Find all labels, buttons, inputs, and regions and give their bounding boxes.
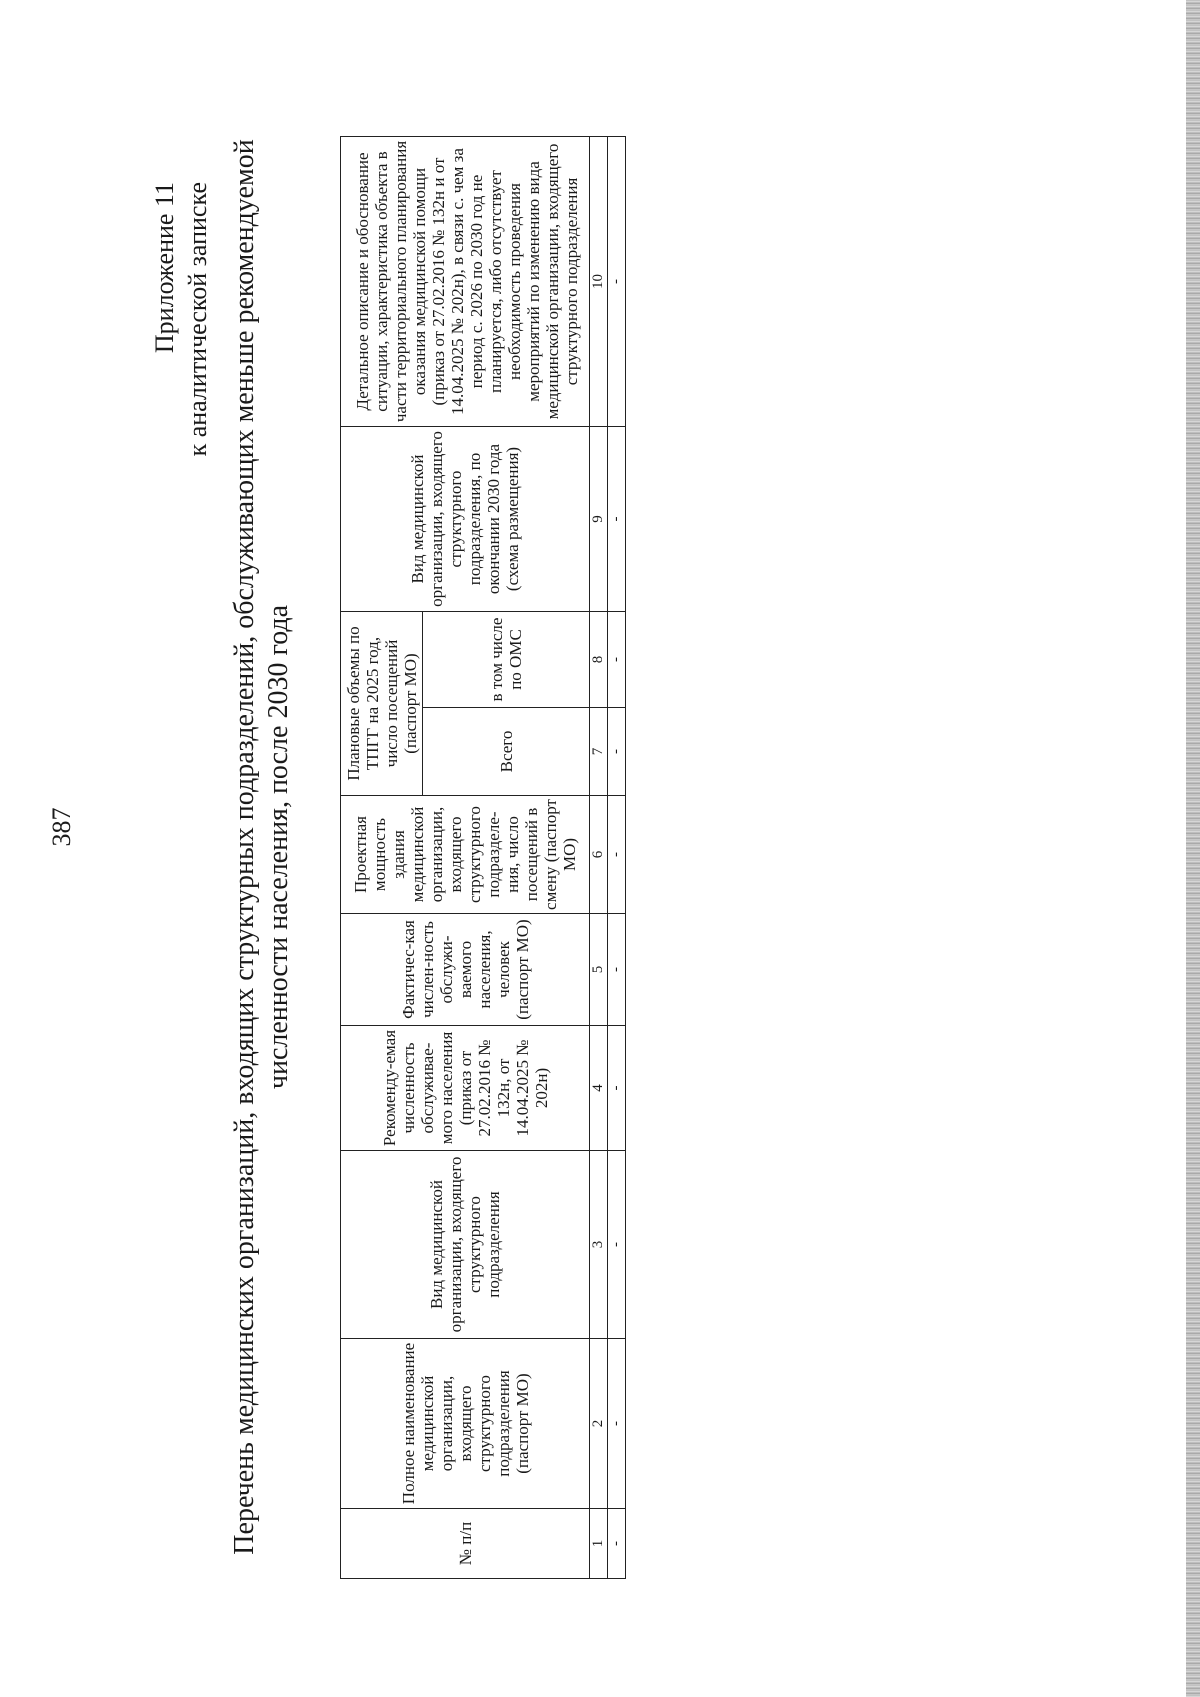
- header-org-type: Вид медицинской организации, входящего структурного подразделения: [341, 1151, 590, 1339]
- header-description: Детальное описание и обоснование ситуации, характеристика объекта в части территориального планирования оказания медицинской помощи (приказ от 27.02.2016 № 132н и от 14.04.2025 № 202н), в связи с. чем за период с. 2026 по 2030 год не планируется, либо отсутствует необходимость проведения мероприятий по изменению вида медицинской организации, входящего структурного подразделения: [341, 137, 590, 427]
- table-row: [608, 137, 626, 1579]
- column-number: 10: [590, 137, 608, 427]
- table-cell: -: [608, 1151, 626, 1339]
- table-cell: -: [608, 1339, 626, 1509]
- header-recommended-population: Рекоменду-емая численность обслуживае-мого населения (приказ от 27.02.2016 № 132н, от 14.04.2025 № 202н): [341, 1026, 590, 1151]
- column-number: 2: [590, 1339, 608, 1509]
- organizations-table: [340, 136, 626, 1579]
- table-cell: -: [608, 1509, 626, 1579]
- column-number: 7: [590, 708, 608, 796]
- column-number: 1: [590, 1509, 608, 1579]
- table-cell: -: [608, 796, 626, 914]
- column-number: 3: [590, 1151, 608, 1339]
- appendix-caption: [148, 182, 214, 456]
- header-total: Всего: [423, 708, 590, 796]
- header-planned-volumes: Плановые объемы по ТПГГ на 2025 год, число посещений (паспорт МО): [341, 612, 423, 796]
- column-number: 8: [590, 612, 608, 708]
- column-number: 6: [590, 796, 608, 914]
- column-number: 9: [590, 427, 608, 612]
- column-number: 5: [590, 914, 608, 1026]
- header-design-capacity: Проектная мощность здания медицинской организации, входящего структурного подразделе-ния, число посещений в смену (паспорт МО): [341, 796, 590, 914]
- title-line-2: численности населения, после 2030 года: [263, 604, 294, 1090]
- table-cell: -: [608, 708, 626, 796]
- table-cell: -: [608, 1026, 626, 1151]
- header-org-type-2030: Вид медицинской организации, входящего структурного подразделения, по окончании 2030 года (схема размещения): [341, 427, 590, 612]
- table-cell: -: [608, 914, 626, 1026]
- header-oms: в том числе по ОМС: [423, 612, 590, 708]
- column-number-row: [590, 137, 608, 1579]
- header-number: № п/п: [341, 1509, 590, 1579]
- header-actual-population: Фактичес-кая числен-ность обслужи-ваемого населения, человек (паспорт МО): [341, 914, 590, 1026]
- document-title: [228, 117, 296, 1577]
- header-full-name: Полное наименование медицинской организации, входящего структурного подразделения (паспорт МО): [341, 1339, 590, 1509]
- header-row-top: [341, 137, 423, 1579]
- table-cell: -: [608, 427, 626, 612]
- page-number: 387: [47, 807, 76, 847]
- column-number: 4: [590, 1026, 608, 1151]
- title-line-1: Перечень медицинских организаций, входящих структурных подразделений, обслуживающих меньше рекомендуемой: [229, 139, 260, 1555]
- table-cell: -: [608, 137, 626, 427]
- appendix-line-1: Приложение 11: [150, 182, 179, 354]
- appendix-line-2: к аналитической записке: [183, 182, 212, 457]
- table-cell: -: [608, 612, 626, 708]
